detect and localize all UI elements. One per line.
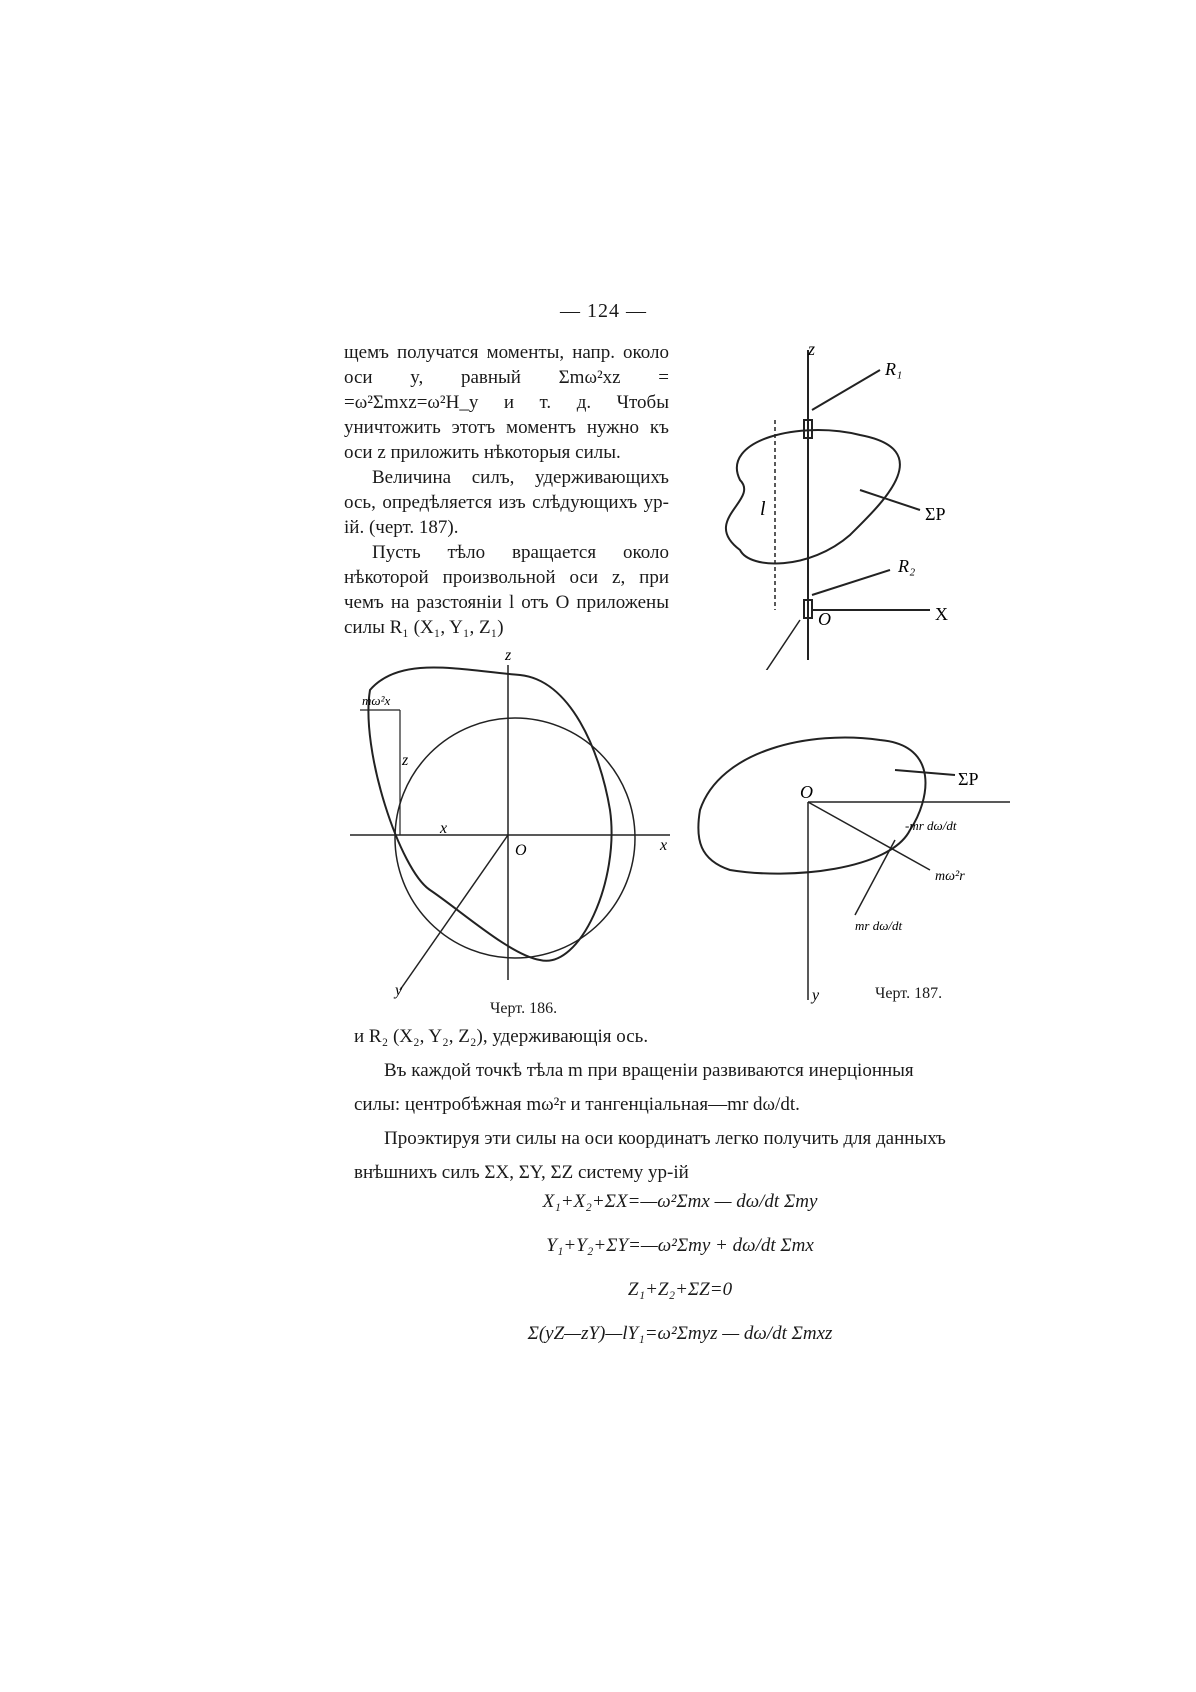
equation-z: Z₁+Z₂+ΣZ=0 [627, 1279, 733, 1300]
x-axis-label: X [935, 604, 948, 624]
paragraph-projection: Проэктируя эти силы на оси координатъ легко получить для данныхъ внѣшнихъ силъ ΣX, ΣY, ΣZ систему ур-ій [354, 1128, 946, 1183]
figure-187 [690, 720, 1020, 1010]
left-column-text [344, 340, 669, 640]
equation-y: Y₁+Y₂+ΣY=—ω²Σmy + dω/dt Σmx [546, 1235, 814, 1256]
centrifugal-label: mω²r [935, 869, 965, 884]
y-axis-label: y [812, 987, 820, 1004]
equation-x: X₁+X₂+ΣX=—ω²Σmx — dω/dt Σmy [542, 1191, 818, 1212]
figure-186-caption: Черт. 186. [490, 1000, 558, 1017]
paragraph-second-force: и R₂ (X₂, Y₂, Z₂), удерживающія ось. [354, 1026, 649, 1047]
paragraph-forces: Величина силъ, удерживающихъ ось, опредѣляется изъ слѣдующихъ ур-ій. (черт. 187). [344, 467, 669, 538]
equation-system [460, 1180, 900, 1356]
figure-186 [340, 650, 680, 1000]
paragraph-rotation: Пусть тѣло вращается около нѣкоторой произвольной оси z, при чемъ на разстояніи l отъ O приложены силы R₁ (X₁, Y₁, Z₁) [344, 542, 669, 638]
inertia-tangential-label: -mr dω/dt [905, 818, 957, 833]
z-axis-label: z [808, 340, 816, 359]
origin-label: O [800, 782, 813, 802]
sum-p-label: ΣP [925, 504, 946, 524]
x-axis-label: x [660, 837, 668, 854]
length-label: l [760, 498, 766, 520]
origin-label: O [818, 609, 831, 629]
r1-label: R₁ [885, 359, 903, 379]
y-axis-label: y [395, 982, 403, 999]
equation-moment: Σ(yZ—zY)—lY₁=ω²Σmyz — dω/dt Σmxz [527, 1323, 833, 1344]
figure-187-caption: Черт. 187. [875, 985, 943, 1002]
page-number: — 124 — [560, 300, 647, 322]
z-coordinate-label: z [402, 752, 409, 769]
tangential-label: mr dω/dt [855, 918, 903, 933]
sum-p-label: ΣP [958, 769, 979, 789]
r2-label: R₂ [898, 556, 916, 576]
paragraph-moments: щемъ получатся моменты, напр. около оси y, равный Σmω²xz = =ω²Σmxz=ω²H_y и т. д. Чтобы уничтожить этотъ моментъ нужно къ оси z приложить нѣкоторыя силы. [344, 342, 669, 463]
origin-label: O [515, 842, 527, 859]
paragraph-inertial-forces: Въ каждой точкѣ тѣла m при вращеніи развиваются инерціонныя силы: центробѣжная mω²r и тангенціальная—mr dω/dt. [354, 1060, 914, 1115]
force-label: mω²x [362, 693, 391, 708]
figure-187-top [680, 340, 980, 670]
x-coordinate-label: x [440, 820, 448, 837]
z-axis-label: z [505, 650, 512, 664]
body-text [354, 1020, 954, 1190]
